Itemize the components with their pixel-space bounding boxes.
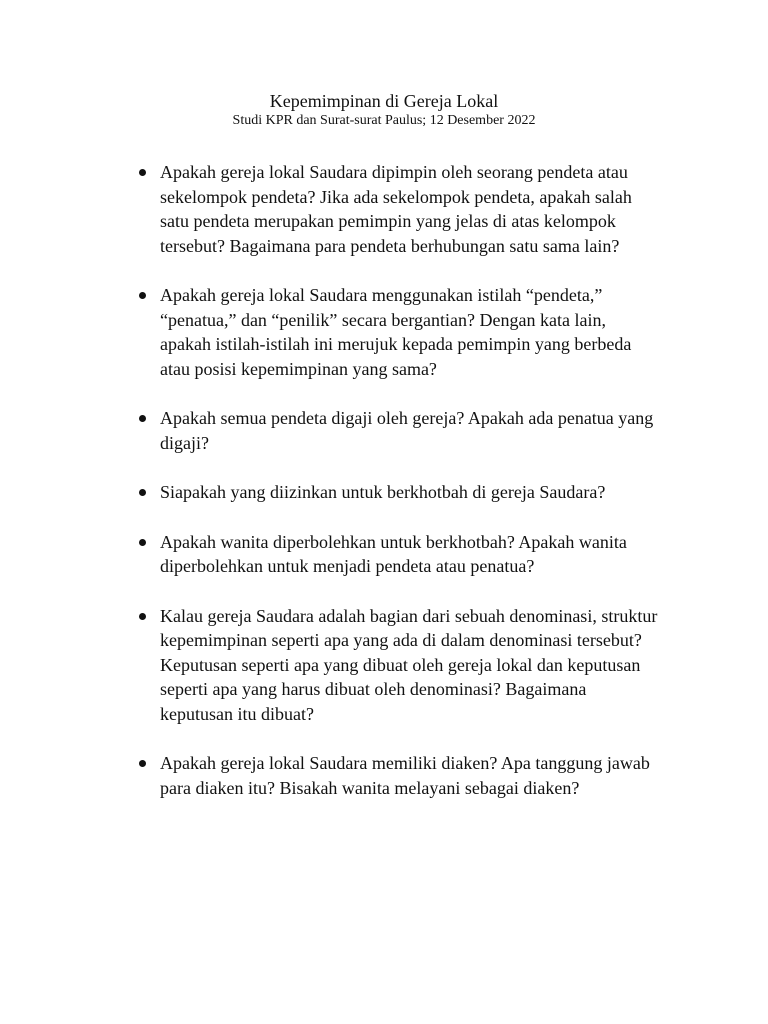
list-item (0, 751, 660, 800)
list-item (0, 406, 660, 455)
question-text: Apakah semua pendeta digaji oleh gereja? Apakah ada penatua yang digaji? (160, 408, 654, 453)
bullet-icon (139, 760, 146, 767)
question-list (0, 160, 768, 825)
list-item (0, 480, 660, 505)
bullet-icon (139, 169, 146, 176)
question-text: Apakah gereja lokal Saudara menggunakan istilah “pendeta,” “penatua,” dan “penilik” secara bergantian? Dengan kata lain, apakah istilah-istilah ini merujuk kepada pemimpin yang berbeda atau posisi kepemimpinan yang sama? (160, 285, 632, 379)
question-text: Apakah gereja lokal Saudara dipimpin oleh seorang pendeta atau sekelompok pendeta? Jika ada sekelompok pendeta, apakah salah satu pendeta merupakan pemimpin yang jelas di atas kelompok tersebut? Bagaimana para pendeta berhubungan satu sama lain? (160, 162, 632, 256)
document-title: Kepemimpinan di Gereja Lokal (269, 91, 499, 111)
bullet-icon (139, 613, 146, 620)
list-item (0, 160, 660, 258)
document-subtitle: Studi KPR dan Surat-surat Paulus; 12 Desember 2022 (232, 113, 536, 128)
bullet-icon (139, 489, 146, 496)
question-text: Apakah wanita diperbolehkan untuk berkhotbah? Apakah wanita diperbolehkan untuk menjadi pendeta atau penatua? (160, 531, 627, 576)
question-text: Siapakah yang diizinkan untuk berkhotbah di gereja Saudara? (160, 482, 606, 502)
list-item (0, 530, 660, 579)
bullet-icon (139, 292, 146, 299)
question-text: Kalau gereja Saudara adalah bagian dari sebuah denominasi, struktur kepemimpinan seperti apa yang ada di dalam denominasi tersebut? Keputusan seperti apa yang dibuat oleh gereja lokal dan keputusan seperti apa yang harus dibuat oleh denominasi? Bagaimana keputusan itu dibuat? (160, 605, 658, 724)
bullet-icon (139, 539, 146, 546)
list-item (0, 283, 660, 381)
bullet-icon (139, 415, 146, 422)
question-text: Apakah gereja lokal Saudara memiliki diaken? Apa tanggung jawab para diaken itu? Bisakah wanita melayani sebagai diaken? (160, 753, 650, 798)
list-item (0, 604, 660, 727)
